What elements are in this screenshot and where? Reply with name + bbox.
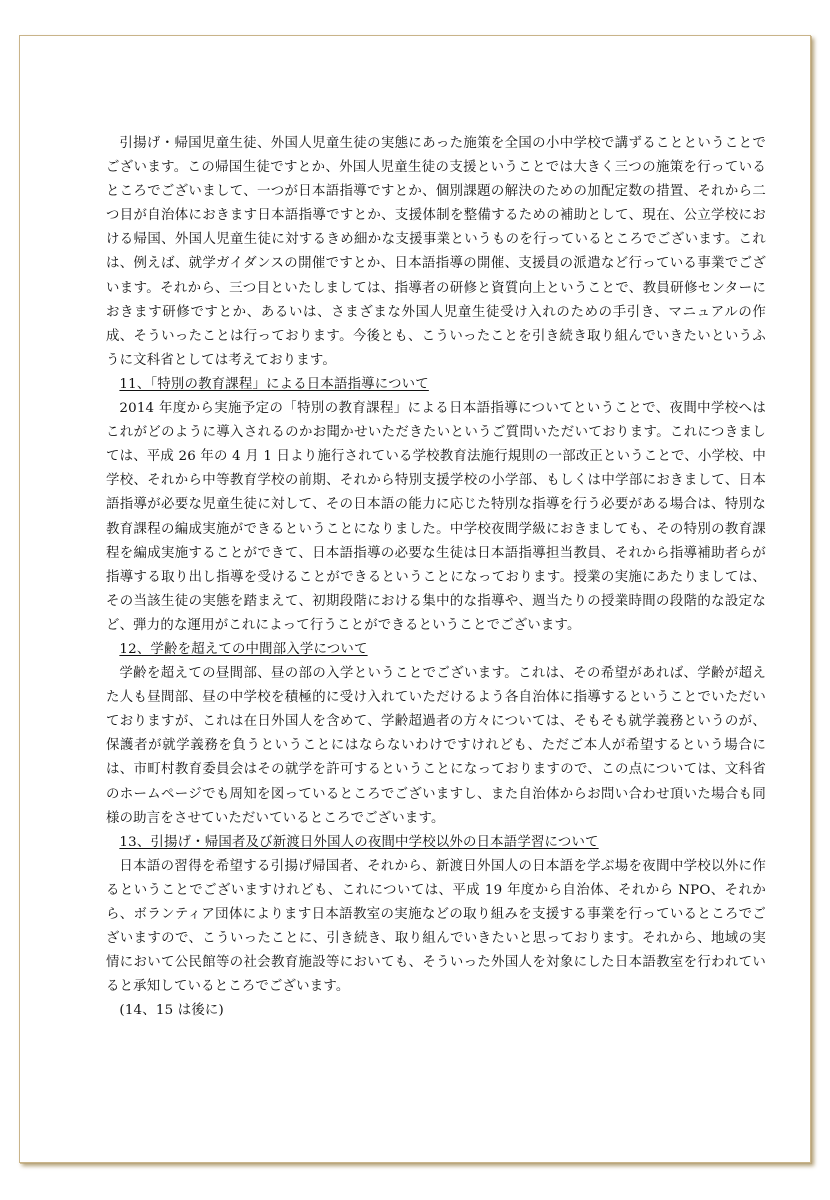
document-page <box>19 35 811 1163</box>
section-heading-text: 11、「特別の教育課程」による日本語指導について <box>119 376 429 392</box>
body-paragraph: 学齢を超えての昼間部、昼の部の入学ということでございます。これは、その希望があれば、学齢が超えた人も昼間部、昼の中学校を積極的に受け入れていただけるよう各自治体に指導するということでいただいておりますが、これは在日外国人を含めて、学齢超過者の方々については、そもそも就学義務というのが、保護者が就学義務を負うということにはならないわけですけれども、ただご本人が希望するという場合には、市町村教育委員会はその就学を許可するということになっておりますので、この点については、文科省のホームページでも周知を図っているところでございますし、また自治体からお問い合わせ頂いた場合も同様の助言をさせていただいているところでございます。 <box>106 666 766 826</box>
section-heading <box>119 373 766 397</box>
section-heading <box>119 638 766 662</box>
body-paragraph: 引揚げ・帰国児童生徒、外国人児童生徒の実態にあった施策を全国の小中学校で講ずることということでございます。この帰国生徒ですとか、外国人児童生徒の支援ということでは大きく三つの施策を行っているところでございまして、一つが日本語指導ですとか、個別課題の解決のための加配定数の措置、それから二つ目が自治体におきます日本語指導ですとか、支援体制を整備するための補助として、現在、公立学校における帰国、外国人児童生徒に対するきめ細かな支援事業というものを行っているところでございます。これは、例えば、就学ガイダンスの開催ですとか、日本語指導の開催、支援員の派遣など行っている事業でございます。それから、三つ目といたしましては、指導者の研修と資質向上ということで、教員研修センターにおきます研修ですとか、あるいは、さまざまな外国人児童生徒受け入れのための手引き、マニュアルの作成、そういったことは行っております。今後とも、こういったことを引き続き取り組んでいきたいというふうに文科省としては考えております。 <box>106 136 766 368</box>
body-paragraph: 2014 年度から実施予定の「特別の教育課程」による日本語指導についてということで、夜間中学校へはこれがどのように導入されるのかお聞かせいただきたいというご質問いただいております。これにつきましては、平成 26 年の 4 月 1 日より施行されている学校教育法施行規則の一部改正ということで、小学校、中学校、それから中等教育学校の前期、それから特別支援学校の小学部、もしくは中学部におきまして、日本語指導が必要な児童生徒に対して、その日本語の能力に応じた特別な指導を行う必要がある場合は、特別な教育課程の編成実施ができるということになりました。中学校夜間学級におきましても、その特別の教育課程を編成実施することができて、日本語指導の必要な生徒は日本語指導担当教員、それから指導補助者らが指導する取り出し指導を受けることができるということになっております。授業の実施にあたりましては、その当該生徒の実態を踏まえて、初期段階における集中的な指導や、週当たりの授業時間の段階的な設定など、弾力的な運用がこれによって行うことができるということでございます。 <box>106 401 767 633</box>
document-body <box>106 132 766 1023</box>
note-paragraph: (14、15 は後に) <box>119 1003 224 1019</box>
section-heading <box>119 831 766 855</box>
body-paragraph: 日本語の習得を希望する引揚げ帰国者、それから、新渡日外国人の日本語を学ぶ場を夜間中学校以外に作るということでございますけれども、これについては、平成 19 年度から自治体、それから NPO、それから、ボランティア団体によります日本語教室の実施などの取り組みを支援する事業を行っているところでございますので、こういったことに、引き続き、取り組んでいきたいと思っております。それから、地域の実情において公民館等の社会教育施設等においても、そういった外国人を対象にした日本語教室を行われていると承知しているところでございます。 <box>106 858 766 995</box>
section-heading-text: 13、引揚げ・帰国者及び新渡日外国人の夜間中学校以外の日本語学習について <box>119 834 599 850</box>
section-heading-text: 12、学齢を超えての中間部入学について <box>119 641 368 657</box>
